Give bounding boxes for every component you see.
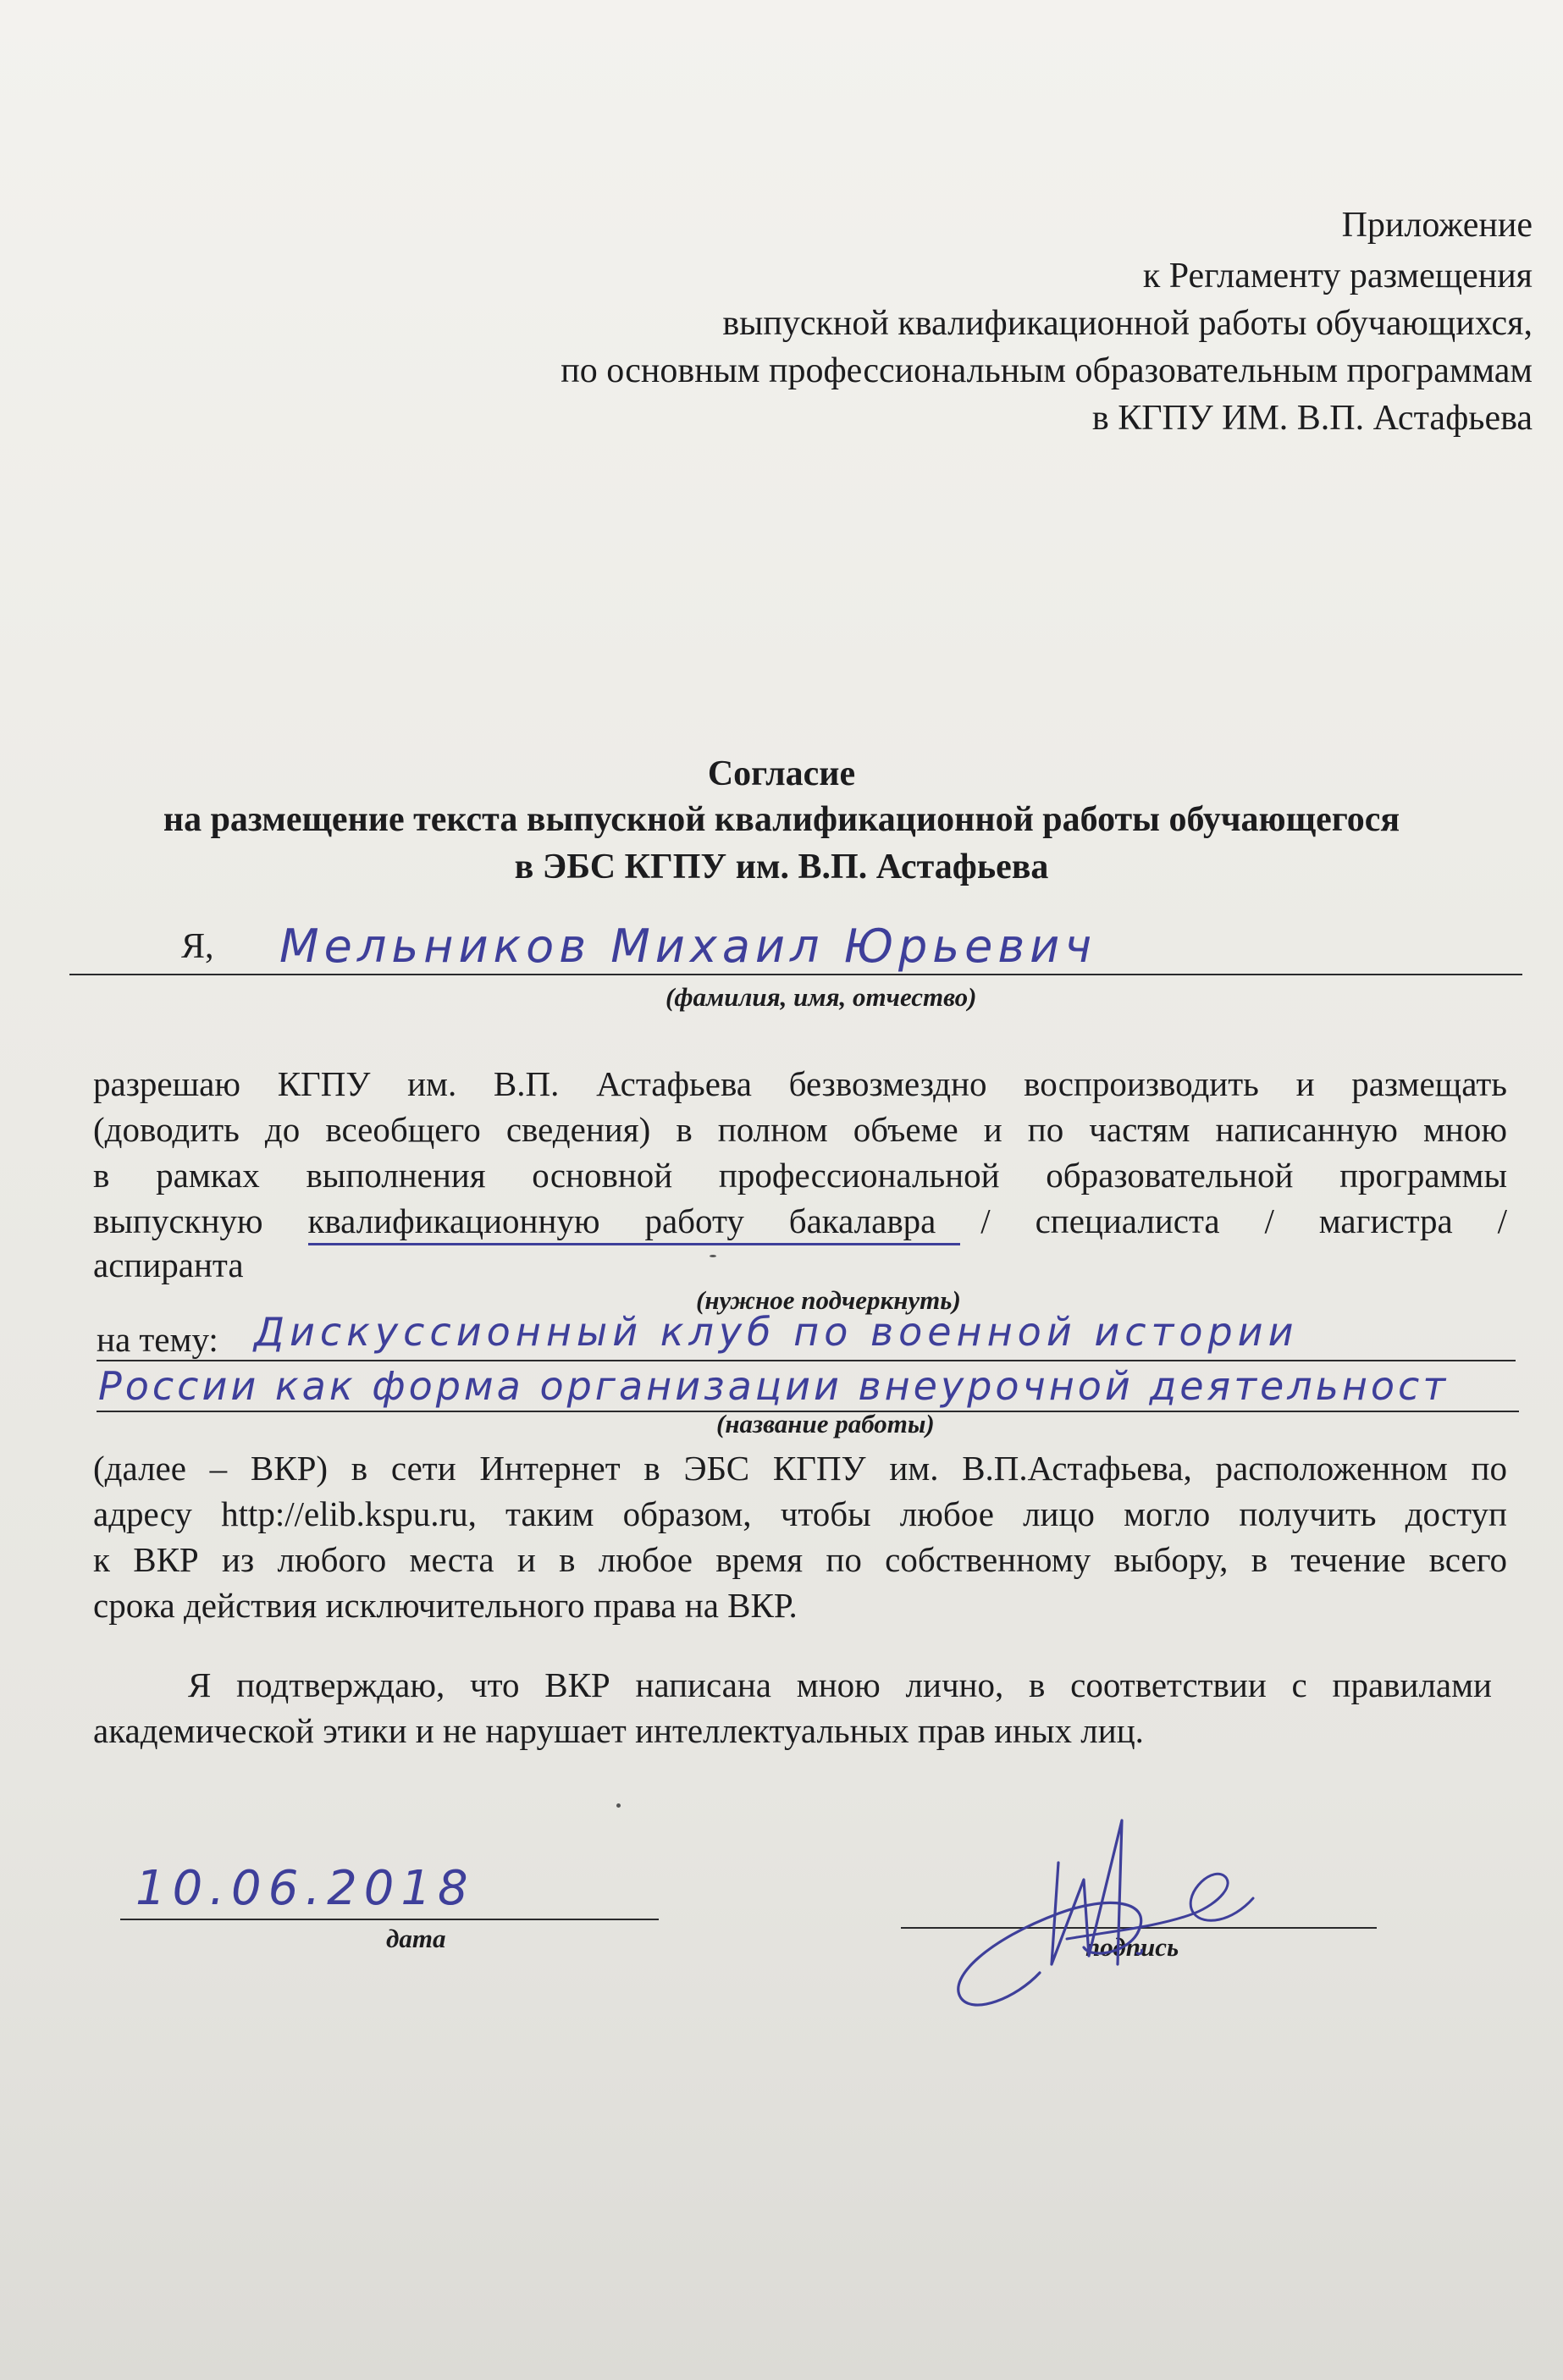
name-prefix: Я, [181, 927, 214, 966]
name-caption: (фамилия, имя, отчество) [666, 982, 977, 1012]
topic-caption: (название работы) [716, 1409, 935, 1438]
placement-line: срока действия исключительного права на ВКР. [93, 1586, 798, 1625]
handwritten-name: Мельников Михаил Юрьевич [279, 919, 1097, 973]
name-underline [69, 974, 1522, 975]
document-title: Согласие [707, 754, 856, 793]
document-subtitle: в ЭБС КГПУ им. В.П. Астафьева [514, 848, 1049, 886]
document-subtitle: на размещение текста выпускной квалификационной работы обучающегося [163, 800, 1400, 839]
confirmation-line: Я подтверждаю, что ВКР написана мною лично, в соответствии с правилами [188, 1665, 1492, 1704]
date-underline [120, 1919, 659, 1920]
permission-line: разрешаю КГПУ им. В.П. Астафьева безвозмездно воспроизводить и размещать [93, 1064, 1507, 1103]
permission-line: (доводить до всеобщего сведения) в полном объеме и по частям написанную мною [93, 1110, 1507, 1149]
appendix-line: в КГПУ ИМ. В.П. Астафьева [1091, 399, 1533, 438]
confirmation-line: академической этики и не нарушает интеллектуальных прав иных лиц. [93, 1711, 1144, 1750]
underline-caption: (нужное подчеркнуть) [696, 1285, 961, 1315]
appendix-line: к Регламенту размещения [1142, 257, 1533, 295]
permission-line: в рамках выполнения основной профессиональной образовательной программы [93, 1156, 1507, 1195]
placement-line: к ВКР из любого места и в любое время по собственному выбору, в течение всего [93, 1540, 1507, 1579]
date-caption: дата [386, 1924, 446, 1953]
appendix-line: по основным профессиональным образовательным программам [561, 351, 1533, 390]
handwritten-topic: Дискуссионный клуб по военной истории [254, 1309, 1299, 1355]
placement-line: (далее – ВКР) в сети Интернет в ЭБС КГПУ им. В.П.Астафьева, расположенном по [93, 1449, 1507, 1488]
signature-caption: подпись [1085, 1932, 1179, 1962]
speck [710, 1255, 716, 1257]
placement-line: адресу http://elib.kspu.ru, таким образом, чтобы любое лицо могло получить доступ [93, 1494, 1507, 1533]
topic-underline [97, 1360, 1516, 1361]
signature-drawing [940, 1803, 1279, 2032]
permission-line: выпускную квалификационную работу бакалавра / специалиста / магистра / [93, 1201, 1507, 1240]
topic-label: на тему: [97, 1320, 218, 1359]
speck [616, 1803, 621, 1808]
handwritten-topic: России как форма организации внеурочной деятельност [98, 1363, 1450, 1409]
appendix-title: Приложение [1341, 206, 1533, 245]
handwritten-date: 10.06.2018 [135, 1861, 475, 1916]
appendix-line: выпускной квалификационной работы обучающихся, [722, 304, 1533, 343]
permission-line: аспиранта [93, 1245, 244, 1284]
